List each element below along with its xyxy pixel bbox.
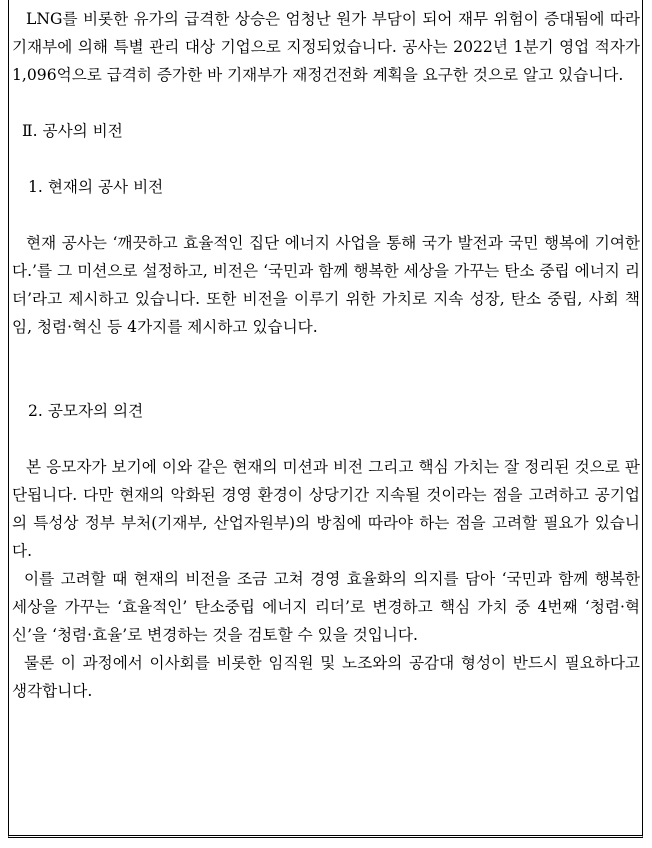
subsection-1-paragraph: 현재 공사는 ‘깨끗하고 효율적인 집단 에너지 사업을 통해 국가 발전과 국민 행복에 기여한다.’를 그 미션으로 설정하고, 비전은 ‘국민과 함께 행복한 세상을 가꾸는 탄소 중립 에너지 리더’라고 제시하고 있습니다. 또한 비전을 이루기 위한 가치로 지속 성장, 탄소 중립, 사회 책임, 청렴·혁신 등 4가지를 제시하고 있습니다. bbox=[12, 234, 640, 336]
spacer bbox=[12, 89, 640, 117]
subsection-2-paragraph-1: 본 응모자가 보기에 이와 같은 현재의 미션과 비전 그리고 핵심 가치는 잘 정리된 것으로 판단됩니다. 다만 현재의 악화된 경영 환경이 상당기간 지속될 것이라는 점을 고려하고 공기업의 특성상 정부 부처(기재부, 산업자원부)의 방침에 따라야 하는 점을 고려할 필요가 있습니다. bbox=[12, 458, 640, 560]
spacer bbox=[12, 425, 640, 453]
spacer bbox=[12, 341, 640, 397]
spacer bbox=[12, 145, 640, 173]
subsection-1-heading: 1. 현재의 공사 비전 bbox=[28, 178, 164, 196]
spacer bbox=[12, 201, 640, 229]
document-body bbox=[12, 5, 640, 705]
subsection-2-paragraph-3: 물론 이 과정에서 이사회를 비롯한 임직원 및 노조와의 공감대 형성이 반드시 필요하다고 생각합니다. bbox=[12, 654, 640, 700]
section-heading: Ⅱ. 공사의 비전 bbox=[22, 122, 123, 140]
subsection-2-paragraph-2: 이를 고려할 때 현재의 비전을 조금 고쳐 경영 효율화의 의지를 담아 ‘국민과 함께 행복한 세상을 가꾸는 ‘효율적인’ 탄소중립 에너지 리더’로 변경하고 핵심 가치 중 4번째 ‘청렴·혁신’을 ‘청렴·효율’로 변경하는 것을 검토할 수 있을 것입니다. bbox=[12, 570, 640, 644]
subsection-2-heading: 2. 공모자의 의견 bbox=[28, 402, 144, 420]
intro-paragraph: LNG를 비롯한 유가의 급격한 상승은 엄청난 원가 부담이 되어 재무 위험이 증대됨에 따라 기재부에 의해 특별 관리 대상 기업으로 지정되었습니다. 공사는 2022년 1분기 영업 적자가 1,096억으로 급격히 증가한 바 기재부가 재정건전화 계획을 요구한 것으로 알고 있습니다. bbox=[12, 10, 640, 84]
